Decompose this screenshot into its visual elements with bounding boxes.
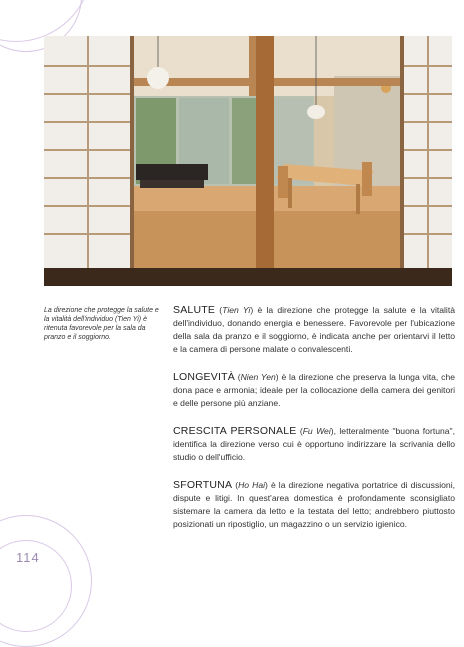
section-text: è la direzione che protegge la salute e la vitalità dell'individuo, donando energia e benessere. Favorevole per l'ubicazione della sala da pranzo e il soggiorno, è indicata anche per orientarvi il letto e la camera di persone malate o convalescenti. — [173, 305, 456, 354]
section-sfortuna: SFORTUNA (Ho Hai) è la direzione negativa portatrice di discussioni, dispute e litigi. In quest'area domestica è profondamente sconsigliato sistemare la camera da letto e la testata del letto; andrebbero piuttosto posizionati un ripostiglio, un magazzino o un servizio igienico. — [173, 479, 456, 529]
section-longevita: LONGEVITÀ (Nien Yen) è la direzione che preserva la lunga vita, che dona pace e armonia; ideale per la collocazione della camera dei genitori e delle persone più anziane. — [173, 371, 455, 408]
interior-photo-image — [44, 36, 452, 286]
photo-caption: La direzione che protegge la salute e la vitalità dell'individuo (Tien Yi) è ritenuta favorevole per la sala da pranzo e il soggiorno. — [44, 307, 159, 341]
section-heading: LONGEVITÀ — [173, 371, 235, 383]
section-crescita-personale: CRESCITA PERSONALE (Fu Wei), letteralmente "buona fortuna", identifica la direzione verso cui è opportuno indirizzare la scrivania dello studio o dell'ufficio. — [173, 425, 455, 462]
main-text — [173, 304, 455, 546]
section-heading: SFORTUNA — [173, 479, 233, 491]
section-text: , letteralmente "buona fortuna", identifica la direzione verso cui è opportuno indirizzare la scrivania dello studio o dell'ufficio. — [173, 426, 455, 462]
section-heading: CRESCITA PERSONALE — [173, 425, 297, 437]
section-term: Tien Yi — [222, 305, 251, 315]
interior-photo — [44, 36, 452, 286]
section-text: è la direzione negativa portatrice di discussioni, dispute e litigi. In quest'area domestica è profondamente sconsigliato sistemare la camera da letto e la testata del letto; andrebbero piuttosto posizionati un ripostiglio, un magazzino o un servizio igienico. — [173, 480, 456, 529]
section-term: Nien Yen — [240, 372, 276, 382]
section-text: è la direzione che preserva la lunga vita, che dona pace e armonia; ideale per la collocazione della camera dei genitori e delle persone più anziane. — [173, 372, 455, 408]
section-salute: SALUTE (Tien Yi) è la direzione che protegge la salute e la vitalità dell'individuo, donando energia e benessere. Favorevole per l'ubicazione della sala da pranzo e il soggiorno, è indicata anche per orientarvi il letto e la camera di persone malate o convalescenti. — [173, 304, 456, 354]
section-term: Ho Hai — [238, 480, 266, 490]
page-number: 114 — [16, 550, 40, 565]
section-term: Fu Wei — [302, 426, 331, 436]
section-heading: SALUTE — [173, 304, 216, 316]
